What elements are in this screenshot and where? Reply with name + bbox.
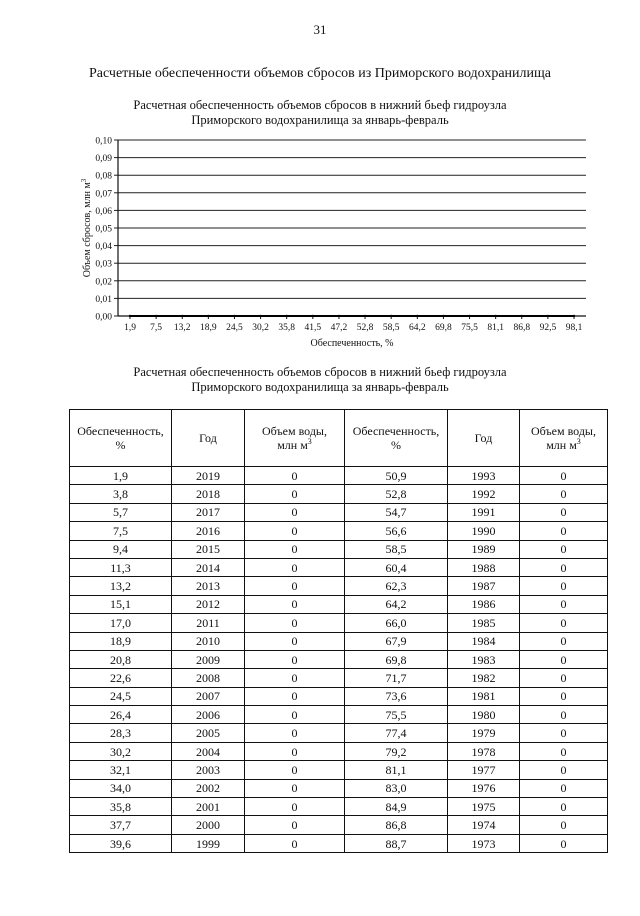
y-tick-label: 0,02	[95, 277, 112, 288]
table-cell: 1981	[448, 687, 520, 705]
y-tick-label: 0,01	[95, 294, 112, 305]
table-cell: 88,7	[345, 834, 448, 852]
x-tick-label: 86,8	[513, 323, 531, 333]
table-cell: 0	[245, 650, 345, 668]
table-cell: 0	[520, 816, 608, 834]
table-cell: 2017	[172, 503, 245, 521]
data-point	[312, 315, 314, 317]
table-cell: 60,4	[345, 558, 448, 576]
table-cell: 1990	[448, 522, 520, 540]
table-row	[70, 724, 608, 742]
y-tick-label: 0,05	[95, 224, 112, 235]
table-cell: 62,3	[345, 577, 448, 595]
chart-title: Расчетная обеспеченность объемов сбросов в нижний бьеф гидроузла Приморского водохранилища за январь-февраль	[133, 98, 507, 127]
table-row	[70, 742, 608, 760]
table-cell: 13,2	[70, 577, 172, 595]
table-cell: 35,8	[70, 798, 172, 816]
table-cell: 1974	[448, 816, 520, 834]
data-point	[155, 315, 157, 317]
table-cell: 3,8	[70, 485, 172, 503]
table-cell: 0	[245, 467, 345, 485]
data-point	[468, 315, 470, 317]
x-tick-label: 13,2	[173, 323, 191, 333]
table-cell: 0	[245, 742, 345, 760]
x-tick-label: 75,5	[461, 323, 478, 333]
data-point	[547, 315, 549, 317]
main-title: Расчетные обеспеченности объемов сбросов из Приморского водохранилища	[88, 66, 552, 81]
x-tick-label: 1,9	[124, 323, 136, 333]
table-cell: 1980	[448, 706, 520, 724]
table-cell: 1992	[448, 485, 520, 503]
table-cell: 0	[245, 834, 345, 852]
table-cell: 2004	[172, 742, 245, 760]
table-cell: 86,8	[345, 816, 448, 834]
header-probability-2: Обеспеченность, %	[345, 410, 448, 467]
table-cell: 2007	[172, 687, 245, 705]
table-row	[70, 558, 608, 576]
table-row	[70, 779, 608, 797]
table-cell: 26,4	[70, 706, 172, 724]
table-cell: 0	[520, 724, 608, 742]
table-cell: 37,7	[70, 816, 172, 834]
table-row	[70, 687, 608, 705]
table-row	[70, 706, 608, 724]
table-cell: 0	[245, 522, 345, 540]
y-tick-label: 0,03	[95, 259, 112, 270]
y-tick-label: 0,00	[95, 312, 112, 323]
table-cell: 0	[520, 632, 608, 650]
table-cell: 84,9	[345, 798, 448, 816]
table-cell: 1989	[448, 540, 520, 558]
y-tick-label: 0,06	[95, 206, 112, 217]
table-cell: 15,1	[70, 595, 172, 613]
table-row	[70, 522, 608, 540]
table-cell: 0	[245, 632, 345, 650]
table-cell: 58,5	[345, 540, 448, 558]
table-cell: 67,9	[345, 632, 448, 650]
x-tick-label: 52,8	[356, 323, 374, 333]
y-tick-label: 0,10	[95, 136, 112, 147]
probability-chart	[70, 130, 600, 352]
table-cell: 2009	[172, 650, 245, 668]
x-tick-label: 35,8	[278, 323, 296, 333]
table-cell: 20,8	[70, 650, 172, 668]
table-cell: 0	[245, 761, 345, 779]
table-cell: 2005	[172, 724, 245, 742]
table-cell: 2019	[172, 467, 245, 485]
table-cell: 17,0	[70, 614, 172, 632]
table-cell: 2000	[172, 816, 245, 834]
table-cell: 2011	[172, 614, 245, 632]
table-cell: 1982	[448, 669, 520, 687]
table-cell: 1973	[448, 834, 520, 852]
table-cell: 52,8	[345, 485, 448, 503]
table-cell: 0	[245, 540, 345, 558]
table-cell: 0	[520, 467, 608, 485]
table-cell: 2002	[172, 779, 245, 797]
table-cell: 0	[520, 742, 608, 760]
data-point	[364, 315, 366, 317]
x-tick-label: 47,2	[330, 323, 348, 333]
table-cell: 0	[520, 558, 608, 576]
table-cell: 1999	[172, 834, 245, 852]
table-cell: 0	[520, 485, 608, 503]
table-cell: 0	[245, 558, 345, 576]
table-cell: 2015	[172, 540, 245, 558]
table-cell: 0	[520, 834, 608, 852]
x-tick-label: 7,5	[150, 323, 163, 333]
table-cell: 39,6	[70, 834, 172, 852]
x-tick-label: 98,1	[565, 323, 583, 333]
table-cell: 2016	[172, 522, 245, 540]
table-cell: 0	[520, 669, 608, 687]
table-cell: 81,1	[345, 761, 448, 779]
table-cell: 69,8	[345, 650, 448, 668]
table-cell: 0	[520, 522, 608, 540]
table-cell: 34,0	[70, 779, 172, 797]
y-tick-label: 0,09	[95, 154, 112, 165]
table-cell: 1983	[448, 650, 520, 668]
table-cell: 2010	[172, 632, 245, 650]
table-cell: 0	[245, 724, 345, 742]
table-cell: 79,2	[345, 742, 448, 760]
table-row	[70, 614, 608, 632]
table-cell: 0	[520, 595, 608, 613]
table-cell: 0	[520, 779, 608, 797]
data-point	[286, 315, 288, 317]
table-cell: 7,5	[70, 522, 172, 540]
table-cell: 50,9	[345, 467, 448, 485]
table-cell: 5,7	[70, 503, 172, 521]
table-row	[70, 761, 608, 779]
table-cell: 0	[520, 798, 608, 816]
data-point	[259, 315, 261, 317]
table-cell: 0	[520, 706, 608, 724]
x-tick-label: 81,1	[487, 323, 504, 333]
table-row	[70, 669, 608, 687]
data-point	[494, 315, 496, 317]
table-cell: 22,6	[70, 669, 172, 687]
table-cell: 1985	[448, 614, 520, 632]
table-row	[70, 798, 608, 816]
table-cell: 0	[520, 540, 608, 558]
x-axis-label: Обеспеченность, %	[310, 338, 394, 349]
table-cell: 1993	[448, 467, 520, 485]
table-cell: 0	[245, 577, 345, 595]
table-row	[70, 834, 608, 852]
table-cell: 2006	[172, 706, 245, 724]
table-title: Расчетная обеспеченность объемов сбросов в нижний бьеф гидроузла Приморского водохранилища за январь-февраль	[133, 365, 507, 394]
x-tick-label: 58,5	[382, 323, 400, 333]
table-cell: 1978	[448, 742, 520, 760]
table-cell: 0	[245, 816, 345, 834]
table-cell: 0	[245, 503, 345, 521]
data-point	[390, 315, 392, 317]
data-point	[129, 315, 131, 317]
table-cell: 2018	[172, 485, 245, 503]
x-tick-label: 92,5	[539, 323, 557, 333]
table-cell: 1984	[448, 632, 520, 650]
table-cell: 2008	[172, 669, 245, 687]
table-cell: 2013	[172, 577, 245, 595]
table-cell: 2001	[172, 798, 245, 816]
table-cell: 0	[245, 798, 345, 816]
table-cell: 32,1	[70, 761, 172, 779]
header-volume: Объем воды, млн $м^3$	[245, 410, 345, 467]
table-cell: 24,5	[70, 687, 172, 705]
table-cell: 1991	[448, 503, 520, 521]
table-cell: 64,2	[345, 595, 448, 613]
table-cell: 75,5	[345, 706, 448, 724]
x-tick-label: 18,9	[200, 323, 217, 333]
table-row	[70, 632, 608, 650]
table-cell: 71,7	[345, 669, 448, 687]
table-row	[70, 485, 608, 503]
table-cell: 0	[245, 485, 345, 503]
table-cell: 1987	[448, 577, 520, 595]
table-cell: 0	[520, 650, 608, 668]
table-row	[70, 577, 608, 595]
table-cell: 0	[245, 706, 345, 724]
table-cell: 83,0	[345, 779, 448, 797]
x-tick-label: 30,2	[252, 323, 269, 333]
table-cell: 2012	[172, 595, 245, 613]
table-cell: 1977	[448, 761, 520, 779]
table-cell: 56,6	[345, 522, 448, 540]
table-cell: 2014	[172, 558, 245, 576]
y-tick-label: 0,07	[95, 189, 112, 200]
table-cell: 1986	[448, 595, 520, 613]
table-cell: 0	[520, 687, 608, 705]
probability-table	[69, 409, 608, 853]
data-point	[233, 315, 235, 317]
table-cell: 54,7	[345, 503, 448, 521]
y-tick-label: 0,04	[95, 242, 112, 253]
table-cell: 0	[520, 761, 608, 779]
table-cell: 1975	[448, 798, 520, 816]
y-axis-label: Объем сбросов, млн $м^3$	[80, 178, 93, 278]
table-cell: 66,0	[345, 614, 448, 632]
table-row	[70, 503, 608, 521]
table-row	[70, 595, 608, 613]
data-point	[416, 315, 418, 317]
table-cell: 1976	[448, 779, 520, 797]
table-cell: 0	[520, 503, 608, 521]
header-year: Год	[172, 410, 245, 467]
data-point	[338, 315, 340, 317]
table-cell: 0	[245, 595, 345, 613]
page-number: 31	[313, 22, 327, 37]
table-row	[70, 816, 608, 834]
table-cell: 28,3	[70, 724, 172, 742]
table-row	[70, 650, 608, 668]
y-tick-label: 0,08	[95, 171, 112, 182]
x-tick-label: 69,8	[435, 323, 452, 333]
table-body	[70, 467, 608, 853]
table-cell: 1979	[448, 724, 520, 742]
table-cell: 73,6	[345, 687, 448, 705]
table-header-row	[70, 410, 608, 467]
data-point	[207, 315, 209, 317]
table-cell: 0	[245, 687, 345, 705]
header-year-2: Год	[448, 410, 520, 467]
table-cell: 11,3	[70, 558, 172, 576]
header-volume-2: Объем воды, млн $м^3$	[520, 410, 608, 467]
x-tick-label: 24,5	[226, 323, 243, 333]
table-cell: 0	[245, 779, 345, 797]
table-cell: 2003	[172, 761, 245, 779]
table-cell: 0	[245, 669, 345, 687]
data-point	[181, 315, 183, 317]
header-probability: Обеспеченность, %	[70, 410, 172, 467]
table-cell: 9,4	[70, 540, 172, 558]
table-row	[70, 467, 608, 485]
table-cell: 1988	[448, 558, 520, 576]
table-cell: 0	[520, 614, 608, 632]
x-tick-label: 64,2	[408, 323, 426, 333]
table-cell: 0	[245, 614, 345, 632]
table-cell: 0	[520, 577, 608, 595]
table-cell: 30,2	[70, 742, 172, 760]
data-point	[521, 315, 523, 317]
data-point	[442, 315, 444, 317]
data-point	[573, 315, 575, 317]
table-cell: 18,9	[70, 632, 172, 650]
table-cell: 77,4	[345, 724, 448, 742]
table-cell: 1,9	[70, 467, 172, 485]
table-row	[70, 540, 608, 558]
x-tick-label: 41,5	[304, 323, 322, 333]
